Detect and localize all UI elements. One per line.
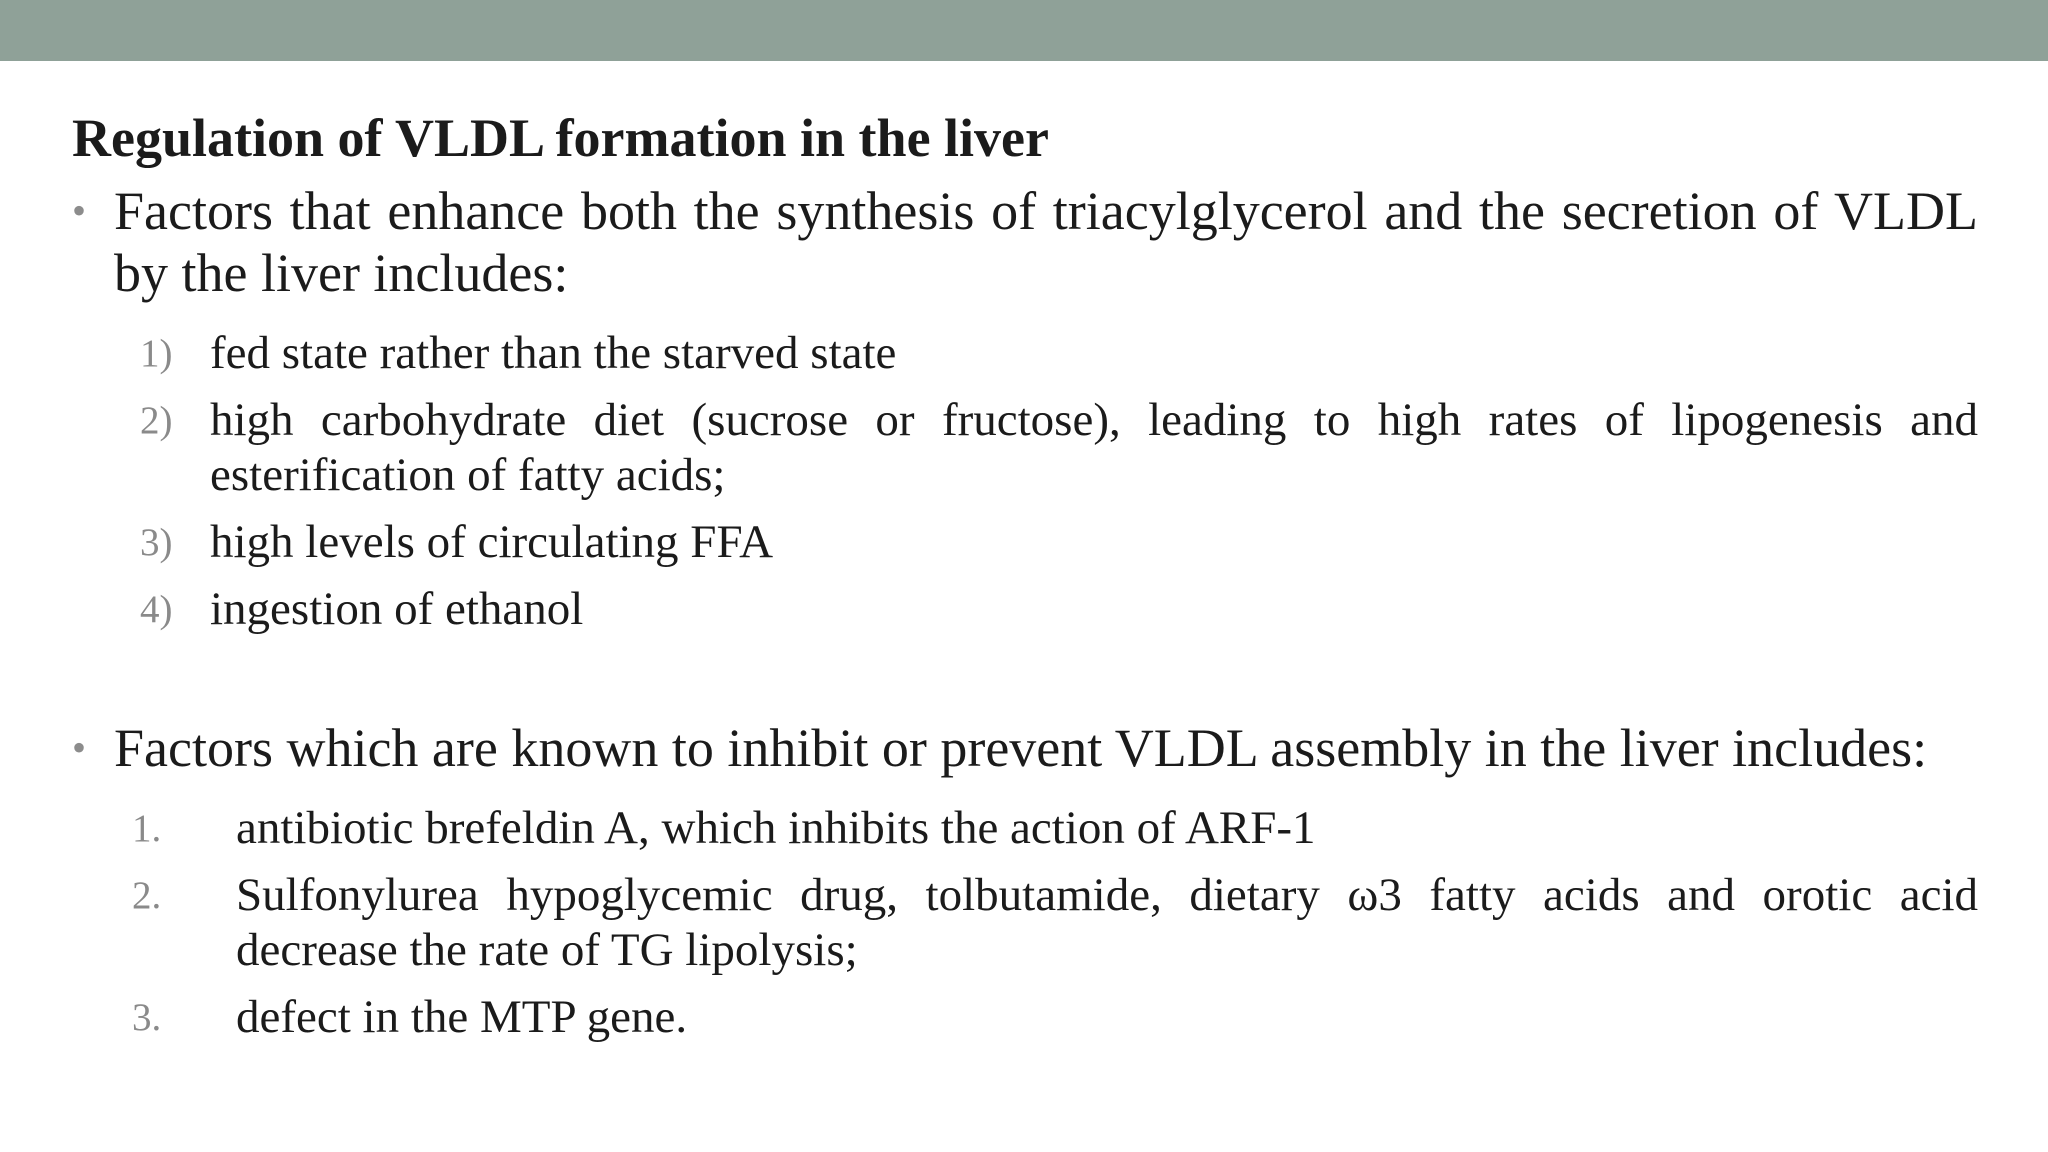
- list-item-number: 2.: [132, 874, 162, 917]
- bullet-row: [72, 717, 1978, 779]
- list-item: [132, 868, 1978, 978]
- inhibiting-factors-list: [72, 801, 1978, 1045]
- list-item: [140, 326, 1978, 381]
- list-item-number: 4): [140, 588, 173, 631]
- bullet-row: [72, 180, 1978, 304]
- list-item-text: fed state rather than the starved state: [210, 327, 897, 379]
- list-item: [132, 801, 1978, 856]
- bullet-enhancing-factors: [72, 180, 1978, 649]
- bullet-text: Factors which are known to inhibit or prevent VLDL assembly in the liver includes:: [114, 718, 1928, 778]
- list-item: [140, 515, 1978, 570]
- list-item-text: antibiotic brefeldin A, which inhibits the action of ARF-1: [236, 802, 1316, 854]
- list-item-text: Sulfonylurea hypoglycemic drug, tolbutamide, dietary ω3 fatty acids and orotic acid decrease the rate of TG lipolysis;: [236, 869, 1978, 976]
- list-item-text: ingestion of ethanol: [210, 583, 584, 635]
- list-item-text: high carbohydrate diet (sucrose or fructose), leading to high rates of lipogenesis and esterification of fatty acids;: [210, 394, 1978, 501]
- enhancing-factors-list: [72, 326, 1978, 637]
- bullet-dot-icon: •: [72, 188, 87, 233]
- header-bar: [0, 0, 2048, 61]
- slide-title: Regulation of VLDL formation in the liver: [72, 108, 1049, 168]
- list-item-text: high levels of circulating FFA: [210, 516, 774, 568]
- list-item-number: 3.: [132, 996, 162, 1039]
- list-item: [140, 393, 1978, 503]
- list-item: [132, 990, 1978, 1045]
- list-item: [140, 582, 1978, 637]
- bullet-inhibiting-factors: [72, 717, 1978, 1057]
- bullet-text: Factors that enhance both the synthesis of triacylglycerol and the secretion of VLDL by the liver includes:: [114, 181, 1978, 303]
- list-item-number: 1.: [132, 807, 162, 850]
- list-item-number: 2): [140, 399, 173, 442]
- bullet-dot-icon: •: [72, 725, 87, 770]
- list-item-text: defect in the MTP gene.: [236, 991, 688, 1043]
- list-item-number: 3): [140, 521, 173, 564]
- list-item-number: 1): [140, 332, 173, 375]
